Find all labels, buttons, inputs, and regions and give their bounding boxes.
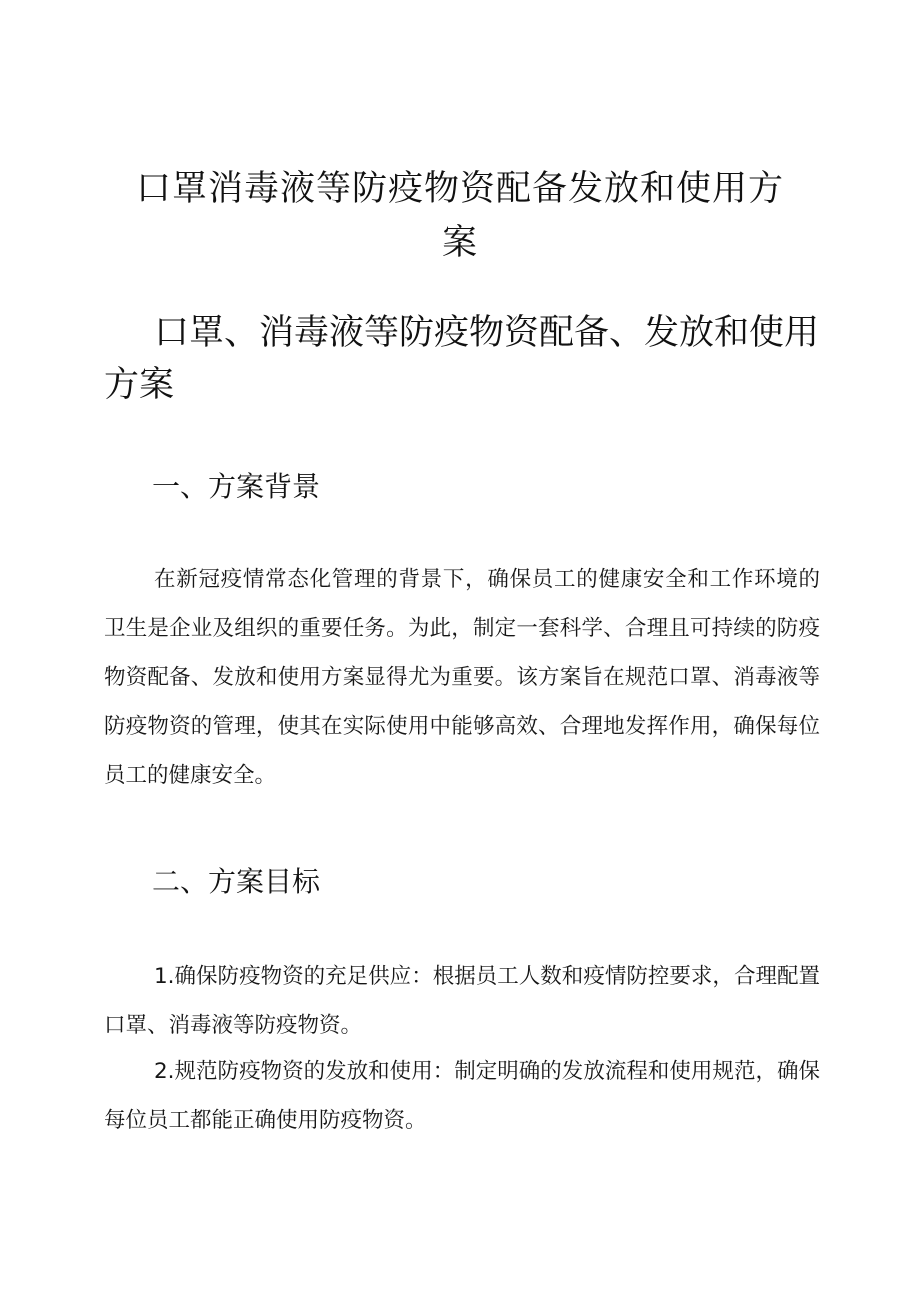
goal-item: 2.规范防疫物资的发放和使用：制定明确的发放流程和使用规范，确保每位员工都能正确使用防疫物资。 <box>104 1059 820 1133</box>
section-heading-goals: 二、方案目标 <box>152 865 321 898</box>
background-paragraph: 在新冠疫情常态化管理的背景下，确保员工的健康安全和工作环境的卫生是企业及组织的重要任务。为此，制定一套科学、合理且可持续的防疫物资配备、发放和使用方案显得尤为重要。该方案旨在规范口罩、消毒液等防疫物资的管理，使其在实际使用中能够高效、合理地发挥作用，确保每位员工的健康安全。 <box>104 567 820 788</box>
section-heading-background: 一、方案背景 <box>152 470 321 503</box>
document-title: 口罩消毒液等防疫物资配备发放和使用方案 <box>135 169 784 263</box>
goal-item: 1.确保防疫物资的充足供应：根据员工人数和疫情防控要求，合理配置口罩、消毒液等防疫物资。 <box>104 964 820 1038</box>
document-subtitle: 口罩、消毒液等防疫物资配备、发放和使用方案 <box>104 313 820 405</box>
